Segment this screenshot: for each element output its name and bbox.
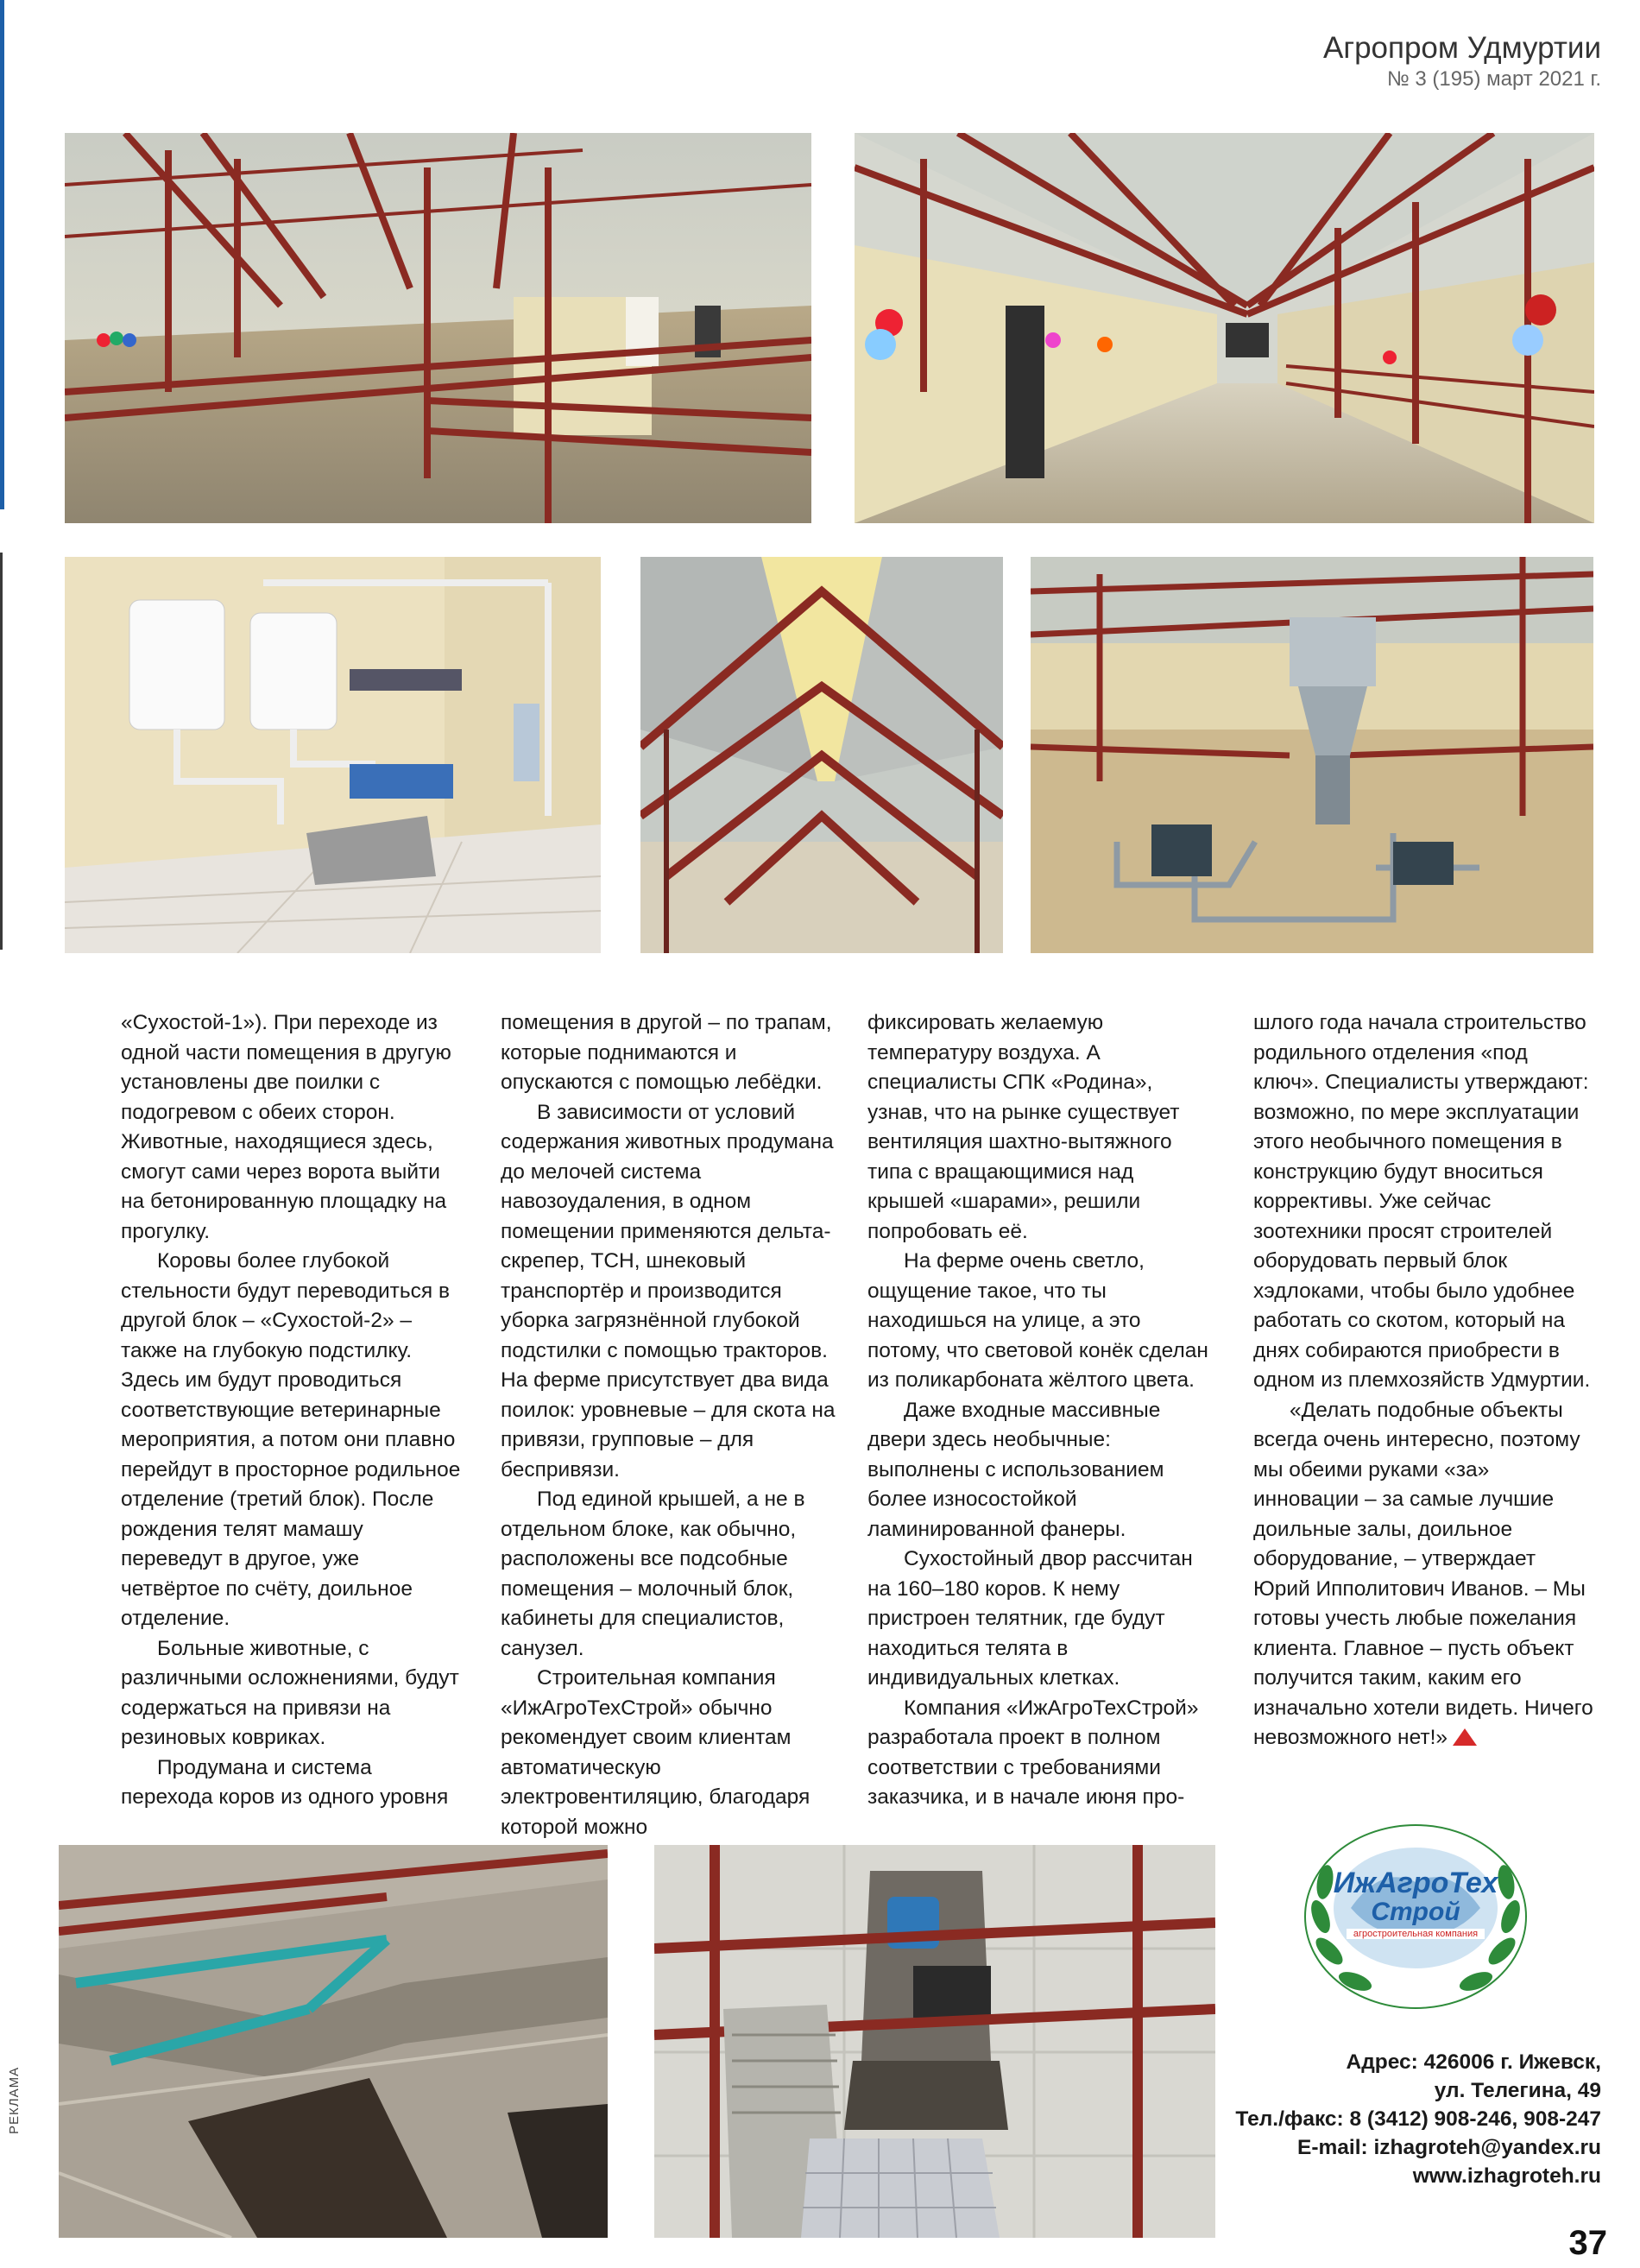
paragraph: Строительная компания «ИжАгроТехСтрой» обычно рекомендует своим клиентам автоматическую электровентиляцию, благодаря которой можно [501,1666,811,1839]
page-number: 37 [1568,2224,1607,2262]
end-of-article-triangle-icon [1453,1728,1477,1746]
website[interactable]: www.izhagroteh.ru [1412,2164,1601,2188]
paragraph: фиксировать желаемую температуру воздуха. А специалисты СПК «Родина», узнав, что на рынке существует вентиляция шахтно-вытяжного типа с вращающимися над крышей «шарами», решили попробовать её. [867,1011,1180,1243]
paragraph: Даже входные массивные двери здесь необычные: выполнены с использованием более износостойкой ламинированной фанеры. [867,1398,1164,1541]
address-line-1: Адрес: 426006 г. Ижевск, [1346,2050,1601,2074]
address-line-2: ул. Телегина, 49 [1434,2079,1601,2102]
edge-bar-top [0,0,4,509]
paragraph: На ферме очень светло, ощущение такое, что ты находишься на улице, а это потому, что световой конёк сделан из поликарбоната жёлтого цвета. [867,1249,1208,1392]
contact-block [1152,2048,1601,2190]
paragraph: Коровы более глубокой стельности будут переводиться в другой блок – «Сухостой-2» – также на глубокую подстилку. Здесь им будут проводиться соответствующие ветеринарные мероприятия, а потом они плавно перейдут в просторное родильное отделение (третий блок). После рождения телят мамашу переведут в другое, уже четвёртое по счёту, доильное отделение. [121,1249,461,1630]
paragraph: Компания «ИжАгроТехСтрой» разработала проект в полном соответствии с требованиями заказчика, и в начале июня про- [867,1696,1199,1809]
photo-barn-corridor [855,133,1594,523]
edge-bar-mid [0,553,3,950]
paragraph: Продумана и система перехода коров из одного уровня [121,1755,449,1809]
paragraph: В зависимости от условий содержания животных продумана до мелочей система навозоудаления, в одном помещении применяются дельта-скрепер, ТСН, шнековый транспортёр и производится уборка загрязнённой глубокой подстилки с помощью тракторов. На ферме присутствует два вида поилок: уровневые – для скота на привязи, групповые – для беспривязи. [501,1100,836,1481]
text-column-4 [1253,1008,1594,1753]
paragraph: шлого года начала строительство родильного отделения «под ключ». Специалисты утверждают: возможно, по мере эксплуатации этого необычного помещения в конструкцию будут вноситься коррективы. Уже сейчас зоотехники просят строителей оборудовать первый блок хэдлоками, чтобы было удобнее работать со скотом, который на днях собираются приобрести в одном из племхозяйств Удмуртии. [1253,1011,1591,1392]
photo-feeding-stall [1031,557,1593,953]
photo-barn-interior-left [65,133,811,523]
email[interactable]: E-mail: izhagroteh@yandex.ru [1297,2136,1601,2159]
photo-milking-room [65,557,601,953]
text-column-2 [501,1008,842,1842]
text-column-1 [121,1008,462,1813]
logo-line-2: Строй [1371,1898,1460,1926]
company-logo [1295,1813,1536,2020]
photo-roof-trusses [640,557,1003,953]
issue-info: № 3 (195) март 2021 г. [1386,67,1601,91]
logo-tagline: агростроительная компания [1347,1929,1485,1939]
paragraph: Сухостойный двор рассчитан на 160–180 коров. К нему пристроен телятник, где будут находиться телята в индивидуальных клетках. [867,1547,1193,1690]
photo-screw-conveyor [654,1845,1215,2238]
paragraph: Больные животные, с различными осложнениями, будут содержаться на привязи на резиновых ковриках. [121,1636,459,1749]
photo-delta-scraper [59,1845,608,2238]
advertising-label: РЕКЛАМА [7,2066,22,2134]
logo-line-1: ИжАгроТех [1333,1867,1498,1899]
paragraph: помещения в другой – по трапам, которые поднимаются и опускаются с помощью лебёдки. [501,1011,832,1094]
paragraph: «Сухостой-1»). При переходе из одной части помещения в другую установлены две поилки с подогревом с обеих сторон. Животные, находящиеся здесь, смогут сами через ворота выйти на бетонированную площадку на прогулку. [121,1011,451,1243]
paragraph [1253,1396,1594,1753]
closing-quote: «Делать подобные объекты всегда очень интересно, поэтому мы обеими руками «за» инновации – за самые лучшие доильные залы, доильное оборудование, – утверждает Юрий Ипполитович Иванов. – Мы готовы учесть любые пожелания клиента. Главное – пусть объект получится таким, каким его изначально хотели видеть. Ничего невозможного нет!» [1253,1398,1593,1749]
magazine-title: Агропром Удмуртии [1322,31,1601,65]
phone-fax: Тел./факс: 8 (3412) 908-246, 908-247 [1235,2107,1601,2131]
paragraph: Под единой крышей, а не в отдельном блоке, как обычно, расположены все подсобные помещения – молочный блок, кабинеты для специалистов, санузел. [501,1488,805,1660]
text-column-3 [867,1008,1208,1813]
